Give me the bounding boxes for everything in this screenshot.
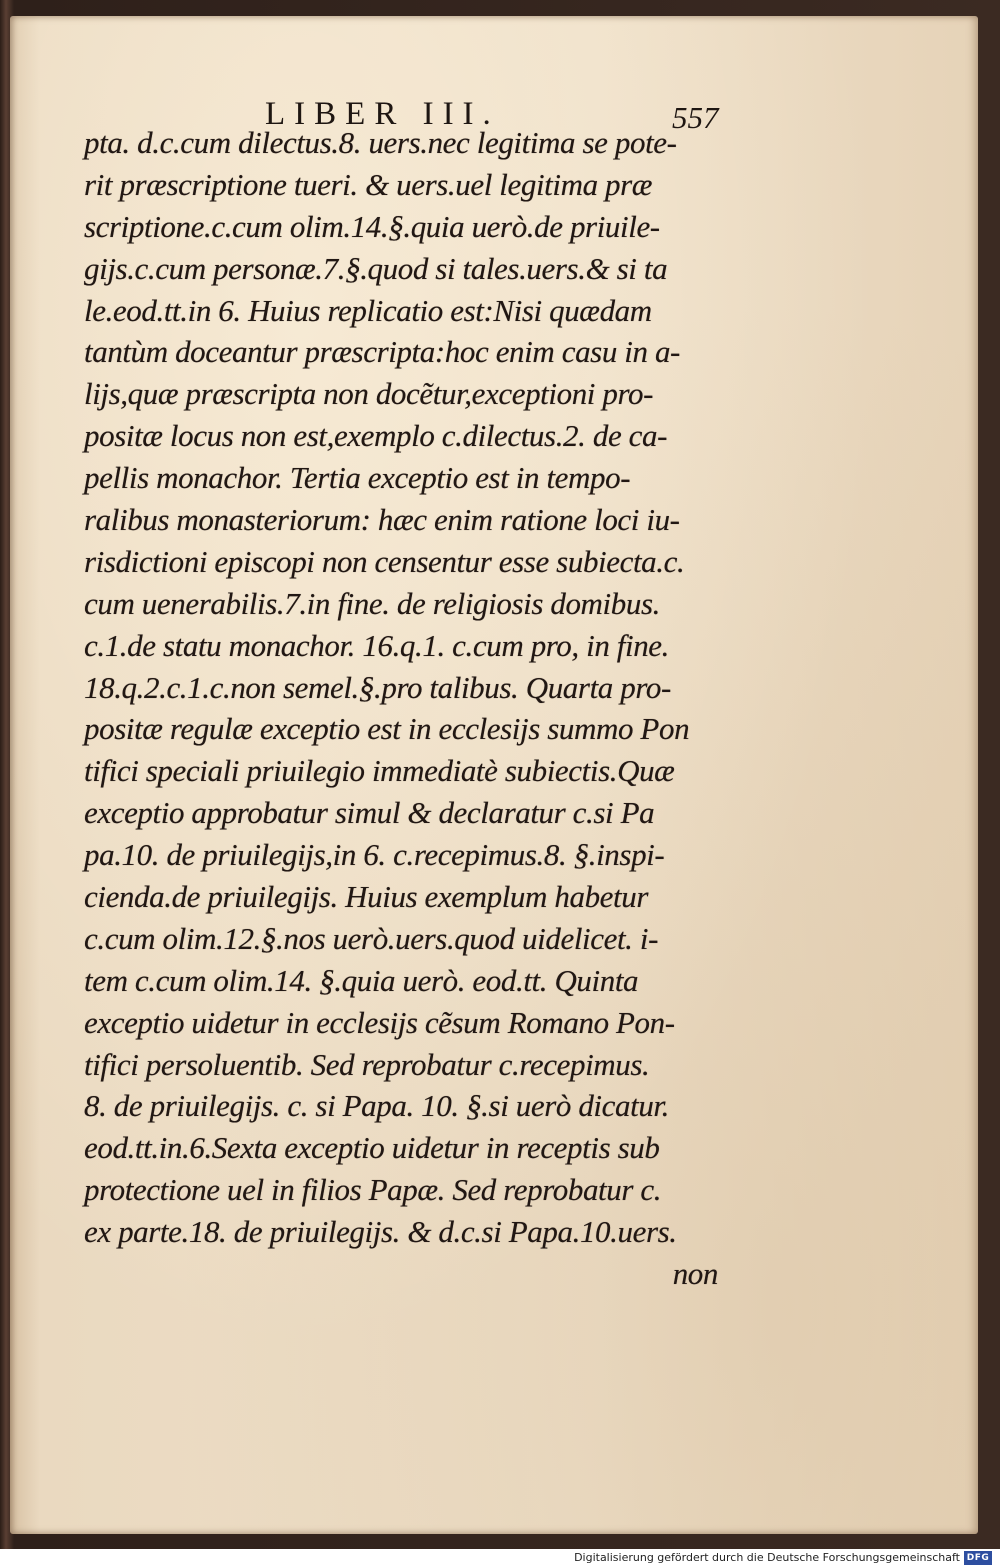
text-line: eod.tt.in.6.Sexta exceptio uidetur in receptis sub bbox=[84, 1130, 660, 1166]
text-block bbox=[84, 122, 724, 1295]
text-line: c.1.de statu monachor. 16.q.1. c.cum pro, in fine. bbox=[84, 627, 669, 663]
text-line: protectione uel in filios Papæ. Sed reprobatur c. bbox=[84, 1172, 662, 1208]
text-line: risdictioni episcopi non censentur esse subiecta.c. bbox=[84, 543, 685, 579]
text-line: rit præscriptione tueri. & uers.uel legitima præ bbox=[84, 166, 653, 202]
text-line: ex parte.18. de priuilegijs. & d.c.si Papa.10.uers. bbox=[84, 1214, 677, 1250]
text-line: cienda.de priuilegijs. Huius exemplum habetur bbox=[84, 879, 649, 915]
text-line: tem c.cum olim.14. §.quia uerò. eod.tt. Quinta bbox=[84, 962, 639, 998]
running-head-title: LIBER III. bbox=[265, 96, 500, 132]
text-line: 8. de priuilegijs. c. si Papa. 10. §.si uerò dicatur. bbox=[84, 1088, 669, 1124]
text-line: tifici speciali priuilegio immediatè subiectis.Quæ bbox=[84, 753, 675, 789]
text-line: exceptio uidetur in ecclesijs cẽsum Romano Pon- bbox=[84, 1004, 675, 1040]
text-line: 18.q.2.c.1.c.non semel.§.pro talibus. Quarta pro- bbox=[84, 669, 671, 705]
text-line: tantùm doceantur præscripta:hoc enim casu in a- bbox=[84, 334, 680, 370]
text-line: tifici persoluentib. Sed reprobatur c.recepimus. bbox=[84, 1046, 650, 1082]
text-line: ralibus monasteriorum: hæc enim ratione loci iu- bbox=[84, 502, 680, 538]
text-line: pa.10. de priuilegijs,in 6. c.recepimus.8. §.inspi- bbox=[84, 837, 665, 873]
text-line: exceptio approbatur simul & declaratur c.si Pa bbox=[84, 795, 655, 831]
text-line: le.eod.tt.in 6. Huius replicatio est:Nisi quædam bbox=[84, 292, 652, 328]
text-line: scriptione.c.cum olim.14.§.quia uerò.de priuile- bbox=[84, 208, 660, 244]
text-line: cum uenerabilis.7.in fine. de religiosis domibus. bbox=[84, 585, 660, 621]
text-line: pellis monachor. Tertia exceptio est in tempo- bbox=[84, 460, 631, 496]
digitization-credit: Digitalisierung gefördert durch die Deutsche Forschungsgemeinschaft bbox=[574, 1551, 960, 1564]
text-line: positæ locus non est,exemplo c.dilectus.2. de ca- bbox=[84, 418, 668, 454]
dfg-logo-icon: DFG bbox=[964, 1551, 992, 1565]
text-line: lijs,quæ præscripta non docẽtur,exceptioni pro- bbox=[84, 376, 654, 412]
text-line: c.cum olim.12.§.nos uerò.uers.quod uidelicet. i- bbox=[84, 920, 659, 956]
text-line: gijs.c.cum personæ.7.§.quod si tales.uers.& si ta bbox=[84, 250, 668, 286]
page-number: 557 bbox=[672, 100, 719, 135]
text-line: pta. d.c.cum dilectus.8. uers.nec legitima se pote- bbox=[84, 125, 677, 160]
text-line: positæ regulæ exceptio est in ecclesijs summo Pon bbox=[84, 711, 690, 747]
catchword: non bbox=[672, 1256, 718, 1292]
